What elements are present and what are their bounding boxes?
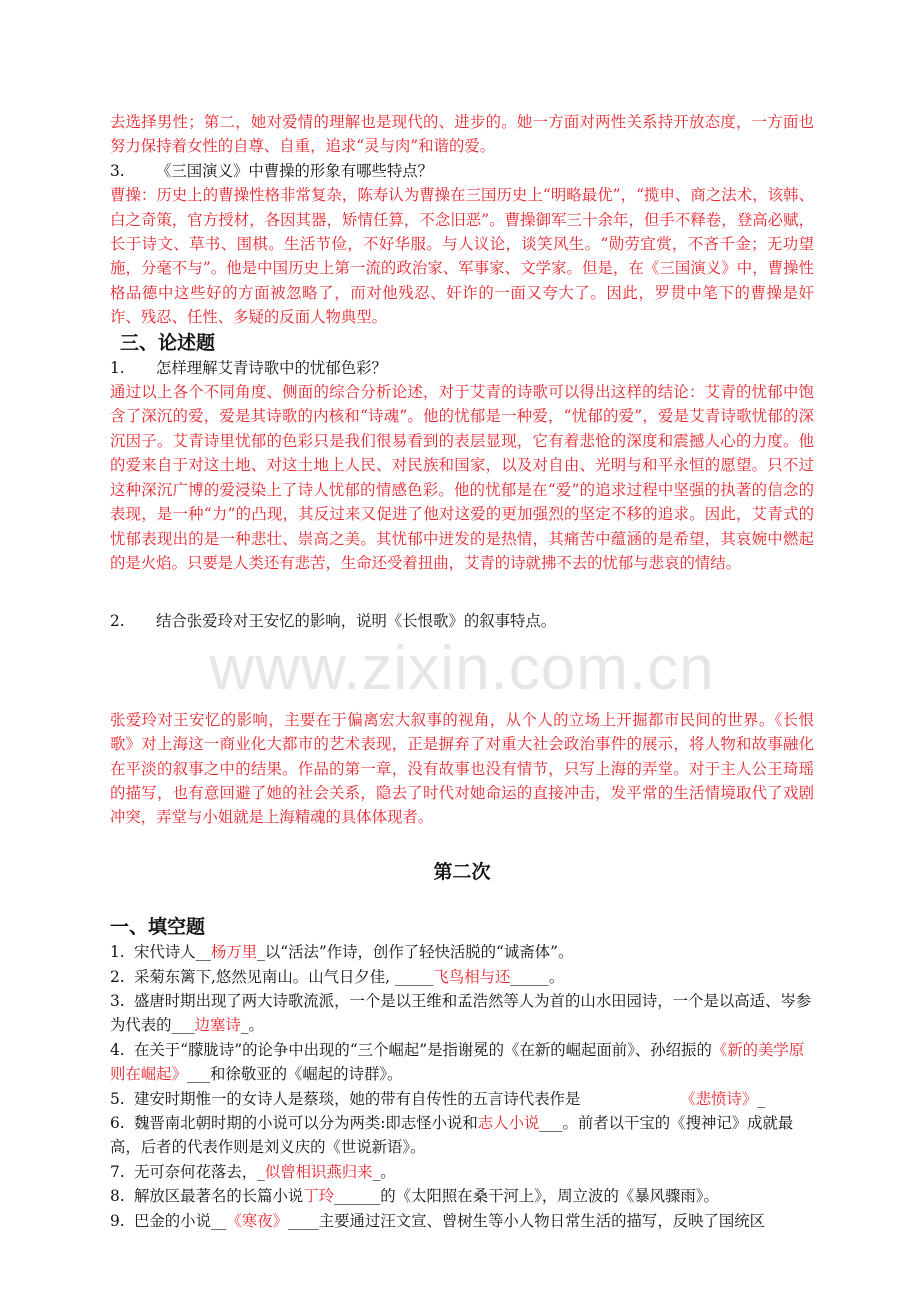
question-number: 1. xyxy=(110,358,125,377)
section-heading: 三、论述题 xyxy=(120,331,216,354)
answer: 似曾相识燕归来 xyxy=(264,1162,373,1181)
list-item xyxy=(110,1111,814,1160)
item-number: 5. xyxy=(110,1089,125,1108)
item-text: ____主要通过汪文宣、曾树生等小人物日常生活的描写，反映了国统区 xyxy=(287,1211,766,1230)
list-item xyxy=(110,1038,814,1087)
question-text: 《三国演义》中曹操的形象有哪些特点？ xyxy=(156,161,434,180)
item-number: 6. xyxy=(110,1114,125,1132)
item-text: ___和徐敬亚的《崛起的诗群》。 xyxy=(186,1065,403,1084)
answer: 志人小说 xyxy=(477,1114,540,1132)
answer: 《新的美学原则在崛起》 xyxy=(110,1040,805,1084)
item-text: _以“活法”作诗，创作了轻快活脱的“诚斋体”。 xyxy=(257,943,574,962)
list-item xyxy=(110,989,814,1038)
item-text: 魏晋南北朝时期的小说可以分为两类:即志怪小说和 xyxy=(134,1114,478,1132)
answer: 杨万里 xyxy=(210,943,258,962)
question-text: 怎样理解艾青诗歌中的忧郁色彩？ xyxy=(156,358,387,377)
item-text: 解放区最著名的长篇小说 xyxy=(134,1187,304,1206)
answer: 《悲愤诗》 xyxy=(680,1089,758,1108)
item-number: 2. xyxy=(110,967,125,986)
item-number: 8. xyxy=(110,1187,125,1206)
page-title: 第二次 xyxy=(433,860,491,883)
item-text: ___。前者以干宝的《搜神记》成就最高，后者的代表作则是刘义庆的《世说新语》。 xyxy=(110,1114,794,1157)
answer: 丁玲 xyxy=(303,1187,335,1206)
answer: 边塞诗 xyxy=(194,1016,241,1035)
item-text: 建安时期惟一的女诗人是蔡琰，她的带有自传性的五言诗代表作是 xyxy=(134,1089,581,1108)
item-text: ______的《太阳照在桑干河上》，周立波的《暴风骤雨》。 xyxy=(334,1187,719,1206)
item-text: 在关于“朦胧诗”的论争中出现的“三个崛起”是指谢冕的《在新的崛起面前》、孙绍振的 xyxy=(134,1040,712,1059)
answer-text: 张爱玲对王安忆的影响，主要在于偏离宏大叙事的视角，从个人的立场上开掘都市民间的世界。《长恨歌》对上海这一商业化大都市的艺术表现，正是摒弃了对重大社会政治事件的展示，将人物和故事融化在平淡的叙事之中的结果。作品的第一章，没有故事也没有情节，只写上海的弄堂。对于主人公王琦瑶的描写，也有意回避了她的社会关系，隐去了时代对她命运的直接冲击，发平常的生活情境取代了戏剧冲突，弄堂与小姐就是上海精魂的具体体现者。 xyxy=(110,710,814,827)
answer: 《寒夜》 xyxy=(226,1211,288,1230)
list-item xyxy=(110,940,814,964)
item-number: 7. xyxy=(110,1162,125,1181)
item-text: _____。 xyxy=(510,967,565,986)
document-page xyxy=(110,110,814,1233)
item-text: _。 xyxy=(372,1162,396,1181)
item-text: 盛唐时期出现了两大诗歌流派，一个是以王维和孟浩然等人为首的山水田园诗，一个是以高适、岑参为代表的___ xyxy=(110,991,812,1035)
question-text: 结合张爱玲对王安忆的影响，说明《长恨歌》的叙事特点。 xyxy=(156,612,557,631)
item-number: 1. xyxy=(110,943,125,962)
question-number: 2. xyxy=(110,612,125,631)
item-text: 采菊东篱下,悠然见南山。山气日夕佳, _____ xyxy=(134,967,434,986)
answer-text: 通过以上各个不同角度、侧面的综合分析论述，对于艾青的诗歌可以得出这样的结论：艾青的忧郁中饱含了深沉的爱，爱是其诗歌的内核和“诗魂”。他的忧郁是一种爱，“忧郁的爱”，爱是艾青诗歌忧郁的深沉因子。艾青诗里忧郁的色彩只是我们很易看到的表层显现，它有着悲怆的深度和震撼人心的力度。他的爱来自于对这土地、对这土地上人民、对民族和国家，以及对自由、光明与和平永恒的愿望。只不过这种深沉广博的爱浸染上了诗人忧郁的情感色彩。他的忧郁是在“爱”的追求过程中坚强的执著的信念的表现，是一种“力”的凸现，其反过来又促进了他对这爱的更加强烈的坚定不移的追求。因此，艾青式的忧郁表现出的是一种悲壮、崇高之美。其忧郁中迸发的是热情，其痛苦中蕴涵的是希望，其哀婉中燃起的是火焰。只要是人类还有悲苦，生命还受着扭曲，艾青的诗就拂不去的忧郁与悲哀的情结。 xyxy=(110,383,814,572)
item-text: _。 xyxy=(240,1016,264,1035)
list-item xyxy=(110,1087,814,1111)
item-text: _ xyxy=(757,1089,766,1108)
fill-blank-list xyxy=(110,940,814,1233)
item-number: 9. xyxy=(110,1211,125,1230)
item-text: 宋代诗人__ xyxy=(134,943,211,962)
section-heading: 一、填空题 xyxy=(110,916,206,939)
list-item xyxy=(110,965,814,989)
answer: 飞鸟相与还 xyxy=(433,967,511,986)
question xyxy=(110,609,814,633)
item-number: 3. xyxy=(110,991,125,1010)
watermark: www.zixin.com.cn xyxy=(209,633,715,703)
answer-text: 去选择男性；第二，她对爱情的理解也是现代的、进步的。她一方面对两性关系持开放态度，一方面也努力保持着女性的自尊、自重，追求“灵与肉”和谐的爱。 xyxy=(110,113,814,156)
list-item xyxy=(110,1160,814,1184)
answer-text: 曹操：历史上的曹操性格非常复杂，陈寿认为曹操在三国历史上“明略最优”，“揽申、商之法术，该韩、白之奇策，官方授材，各因其器，矫情任算，不念旧恶”。曹操御军三十余年，但手不释卷，登高必赋，长于诗文、草书、围棋。生活节俭，不好华服。与人议论，谈笑风生。“勋劳宜赏，不吝千金；无功望施，分毫不与”。他是中国历史上第一流的政治家、军事家、文学家。但是，在《三国演义》中，曹操性格品德中这些好的方面被忽略了，而对他残忍、奸诈的一面又夸大了。因此，罗贯中笔下的曹操是奸诈、残忍、任性、多疑的反面人物典型。 xyxy=(110,186,814,327)
list-item xyxy=(110,1184,814,1208)
question-number: 3. xyxy=(110,161,125,180)
item-number: 4. xyxy=(110,1040,125,1059)
question xyxy=(110,159,814,183)
item-text: 巴金的小说__ xyxy=(134,1211,227,1230)
item-text: 无可奈何花落去，_ xyxy=(134,1162,265,1181)
question xyxy=(110,356,814,380)
list-item xyxy=(110,1209,814,1233)
